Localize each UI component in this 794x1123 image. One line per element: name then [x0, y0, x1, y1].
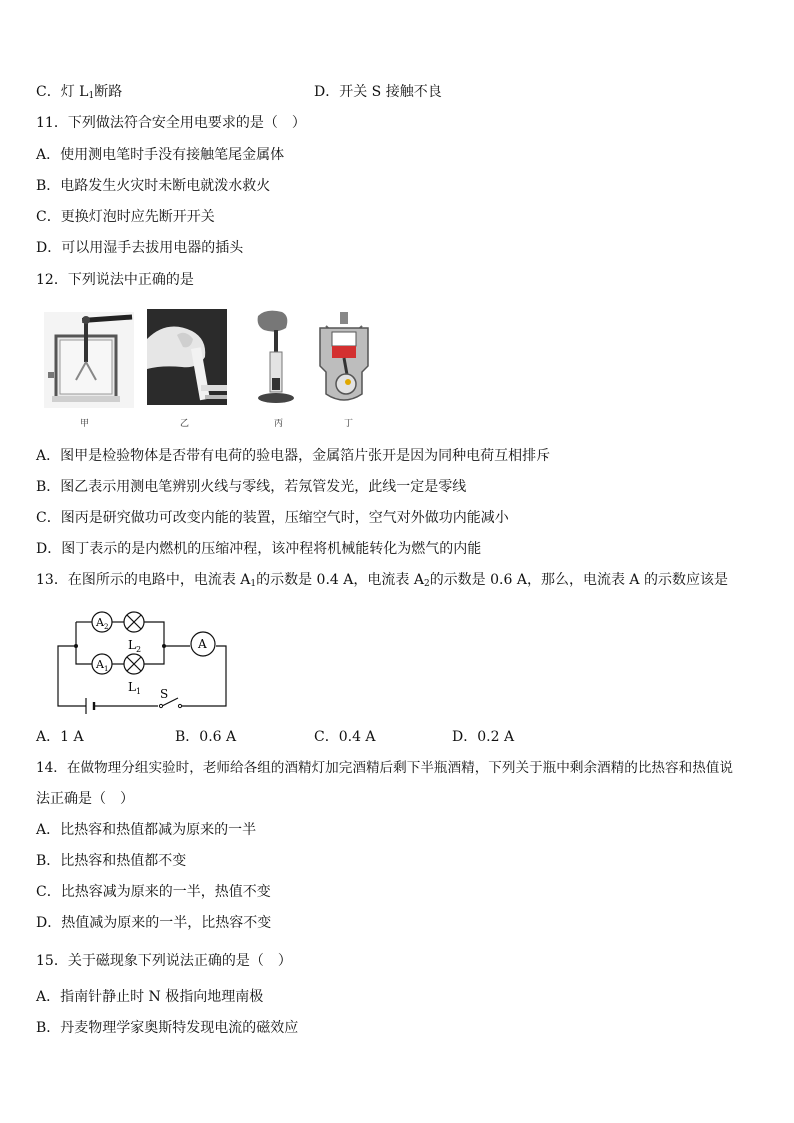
q12-option-b: B．图乙表示用测电笔辨别火线与零线，若氖管发光，此线一定是零线: [36, 479, 467, 495]
svg-text:1: 1: [104, 665, 109, 673]
q14-option-b: B．比热容和热值都不变: [36, 853, 187, 869]
test-pen-photo: [147, 309, 227, 405]
q14-stem-line1: 14．在做物理分组实验时，老师给各组的酒精灯加完酒精后剩下半瓶酒精，下列关于瓶中剩余酒精的比热容和热值说: [36, 760, 733, 776]
label-l1: L: [128, 680, 136, 694]
q13-stem: 13．在图所示的电路中，电流表 $A_1$的示数是 0.4 A，电流表 $A_2$的示数是 0.6 A，那么，电流表 A 的示数应该是: [36, 572, 728, 589]
q11-option-d: D．可以用湿手去拔用电器的插头: [36, 240, 244, 256]
q14-stem-line2: 法正确是（ ）: [36, 791, 134, 807]
q13-option-c: C．0.4 A: [314, 729, 376, 745]
q13-option-b: B．0.6 A: [175, 729, 237, 745]
q15-option-b: B．丹麦物理学家奥斯特发现电流的磁效应: [36, 1020, 299, 1036]
q10-option-d: D．开关 S 接触不良: [314, 84, 442, 100]
svg-text:A: A: [96, 658, 104, 671]
engine-diagram: [316, 310, 372, 406]
svg-text:2: 2: [104, 623, 109, 631]
circuit-diagram: [50, 606, 240, 718]
caption-yi: 乙: [180, 419, 190, 429]
q13-option-d: D．0.2 A: [452, 729, 515, 745]
q12-option-d: D．图丁表示的是内燃机的压缩冲程，该冲程将机械能转化为燃气的内能: [36, 541, 482, 557]
q10-option-c: C．灯 $L_1$断路: [36, 84, 123, 101]
q11-option-b: B．电路发生火灾时未断电就泼水救火: [36, 178, 271, 194]
ammeter-a2: [92, 612, 112, 632]
compression-cylinder-photo: [252, 308, 300, 408]
caption-ding: 丁: [344, 419, 354, 429]
q11-option-a: A．使用测电笔时手没有接触笔尾金属体: [36, 147, 285, 163]
q15-stem: 15．关于磁现象下列说法正确的是（ ）: [36, 953, 292, 969]
q14-option-d: D．热值减为原来的一半，比热容不变: [36, 915, 272, 931]
label-l2-sub: 2: [136, 645, 142, 654]
q13-option-a: A．1 A: [36, 729, 84, 745]
ammeter-a: [191, 632, 215, 656]
caption-bing: 丙: [274, 419, 284, 429]
q12-option-a: A．图甲是检验物体是否带有电荷的验电器，金属箔片张开是因为同种电荷互相排斥: [36, 448, 551, 464]
q15-option-a: A．指南针静止时 N 极指向地理南极: [36, 989, 264, 1005]
lamp-l2: [124, 612, 144, 632]
label-l2: L: [128, 638, 136, 652]
ammeter-a1: [92, 654, 112, 674]
q11-option-c: C．更换灯泡时应先断开开关: [36, 209, 215, 225]
q12-option-c: C．图丙是研究做功可改变内能的装置，压缩空气时，空气对外做功内能减小: [36, 510, 509, 526]
svg-text:A: A: [198, 637, 207, 651]
lamp-l1: [124, 654, 144, 674]
svg-text:A: A: [96, 616, 104, 629]
caption-jia: 甲: [80, 419, 90, 429]
electroscope-photo: [44, 312, 134, 408]
q14-option-c: C．比热容减为原来的一半，热值不变: [36, 884, 271, 900]
label-l1-sub: 1: [136, 687, 142, 696]
q12-stem: 12．下列说法中正确的是: [36, 272, 194, 288]
q11-stem: 11．下列做法符合安全用电要求的是（ ）: [36, 115, 306, 131]
label-switch-s: S: [160, 687, 169, 701]
q14-option-a: A．比热容和热值都减为原来的一半: [36, 822, 257, 838]
